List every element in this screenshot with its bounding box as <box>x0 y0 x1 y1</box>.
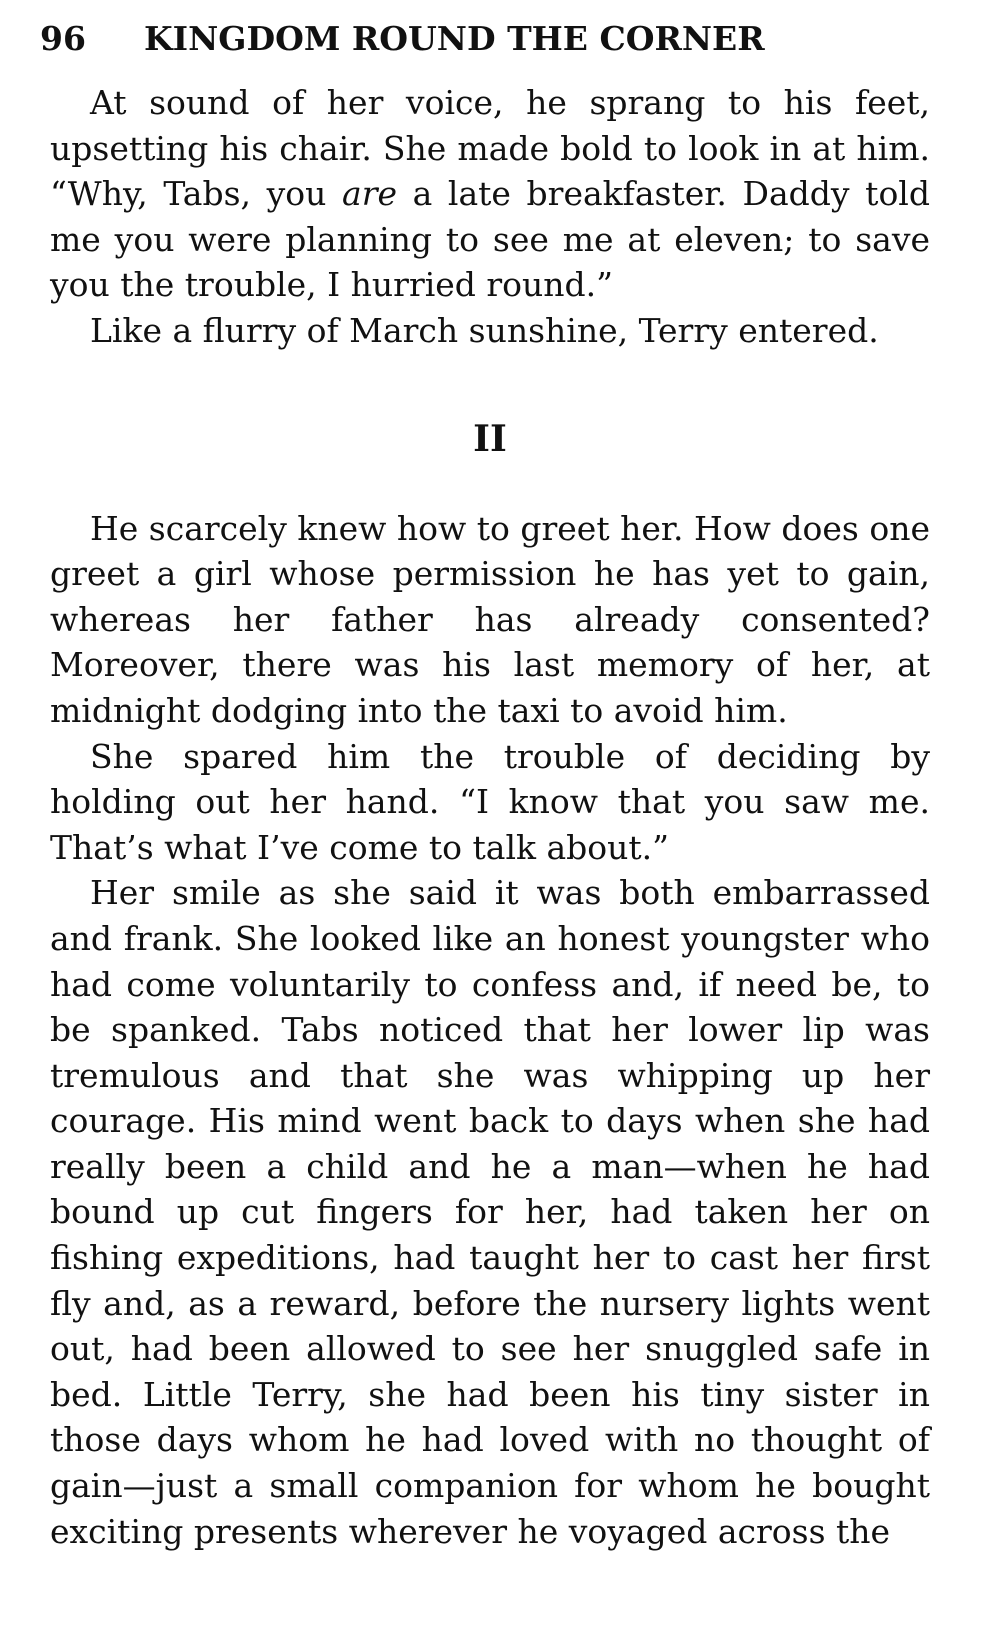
section-numeral: II <box>473 417 507 460</box>
paragraph-1-italic: are <box>342 174 397 214</box>
body-text <box>50 80 930 1554</box>
paragraph-1-text-a: At sound of her voice, he sprang to his feet, upsetting his chair. She made bold to look in at him. “Why, Tabs, you <box>50 83 930 214</box>
paragraph-3: He scarcely knew how to greet her. How does one greet a girl whose permission he has yet to gain, whereas her father has already consented? Moreover, there was his last memory of her, at midnight dodging into the taxi to avoid him. <box>50 508 930 730</box>
running-head <box>40 14 940 64</box>
page-number: 96 <box>40 19 86 58</box>
paragraph-2: Like a flurry of March sunshine, Terry entered. <box>90 310 879 350</box>
paragraph-5: Her smile as she said it was both embarrassed and frank. She looked like an honest youngster who had come voluntarily to confess and, if need be, to be spanked. Tabs noticed that her lower lip was tremulous and that she was whipping up her courage. His mind went back to days when she had really been a child and he a man—when he had bound up cut fingers for her, had taken her on fishing expeditions, had taught her to cast her first fly and, as a reward, before the nursery lights went out, had been allowed to see her snuggled safe in bed. Little Terry, she had been his tiny sister in those days whom he had loved with no thought of gain—just a small companion for whom he bought exciting presents wherever he voyaged across the <box>50 873 930 1551</box>
running-title: KINGDOM ROUND THE CORNER <box>144 19 765 58</box>
paragraph-1 <box>50 80 930 308</box>
paragraph-4: She spared him the trouble of deciding by holding out her hand. “I know that you saw me. That’s what I’ve come to talk about.” <box>50 736 930 867</box>
paragraph-1-text-b: a late breakfaster. Daddy told me you were planning to see me at eleven; to save you the trouble, I hurried round.” <box>50 174 930 305</box>
